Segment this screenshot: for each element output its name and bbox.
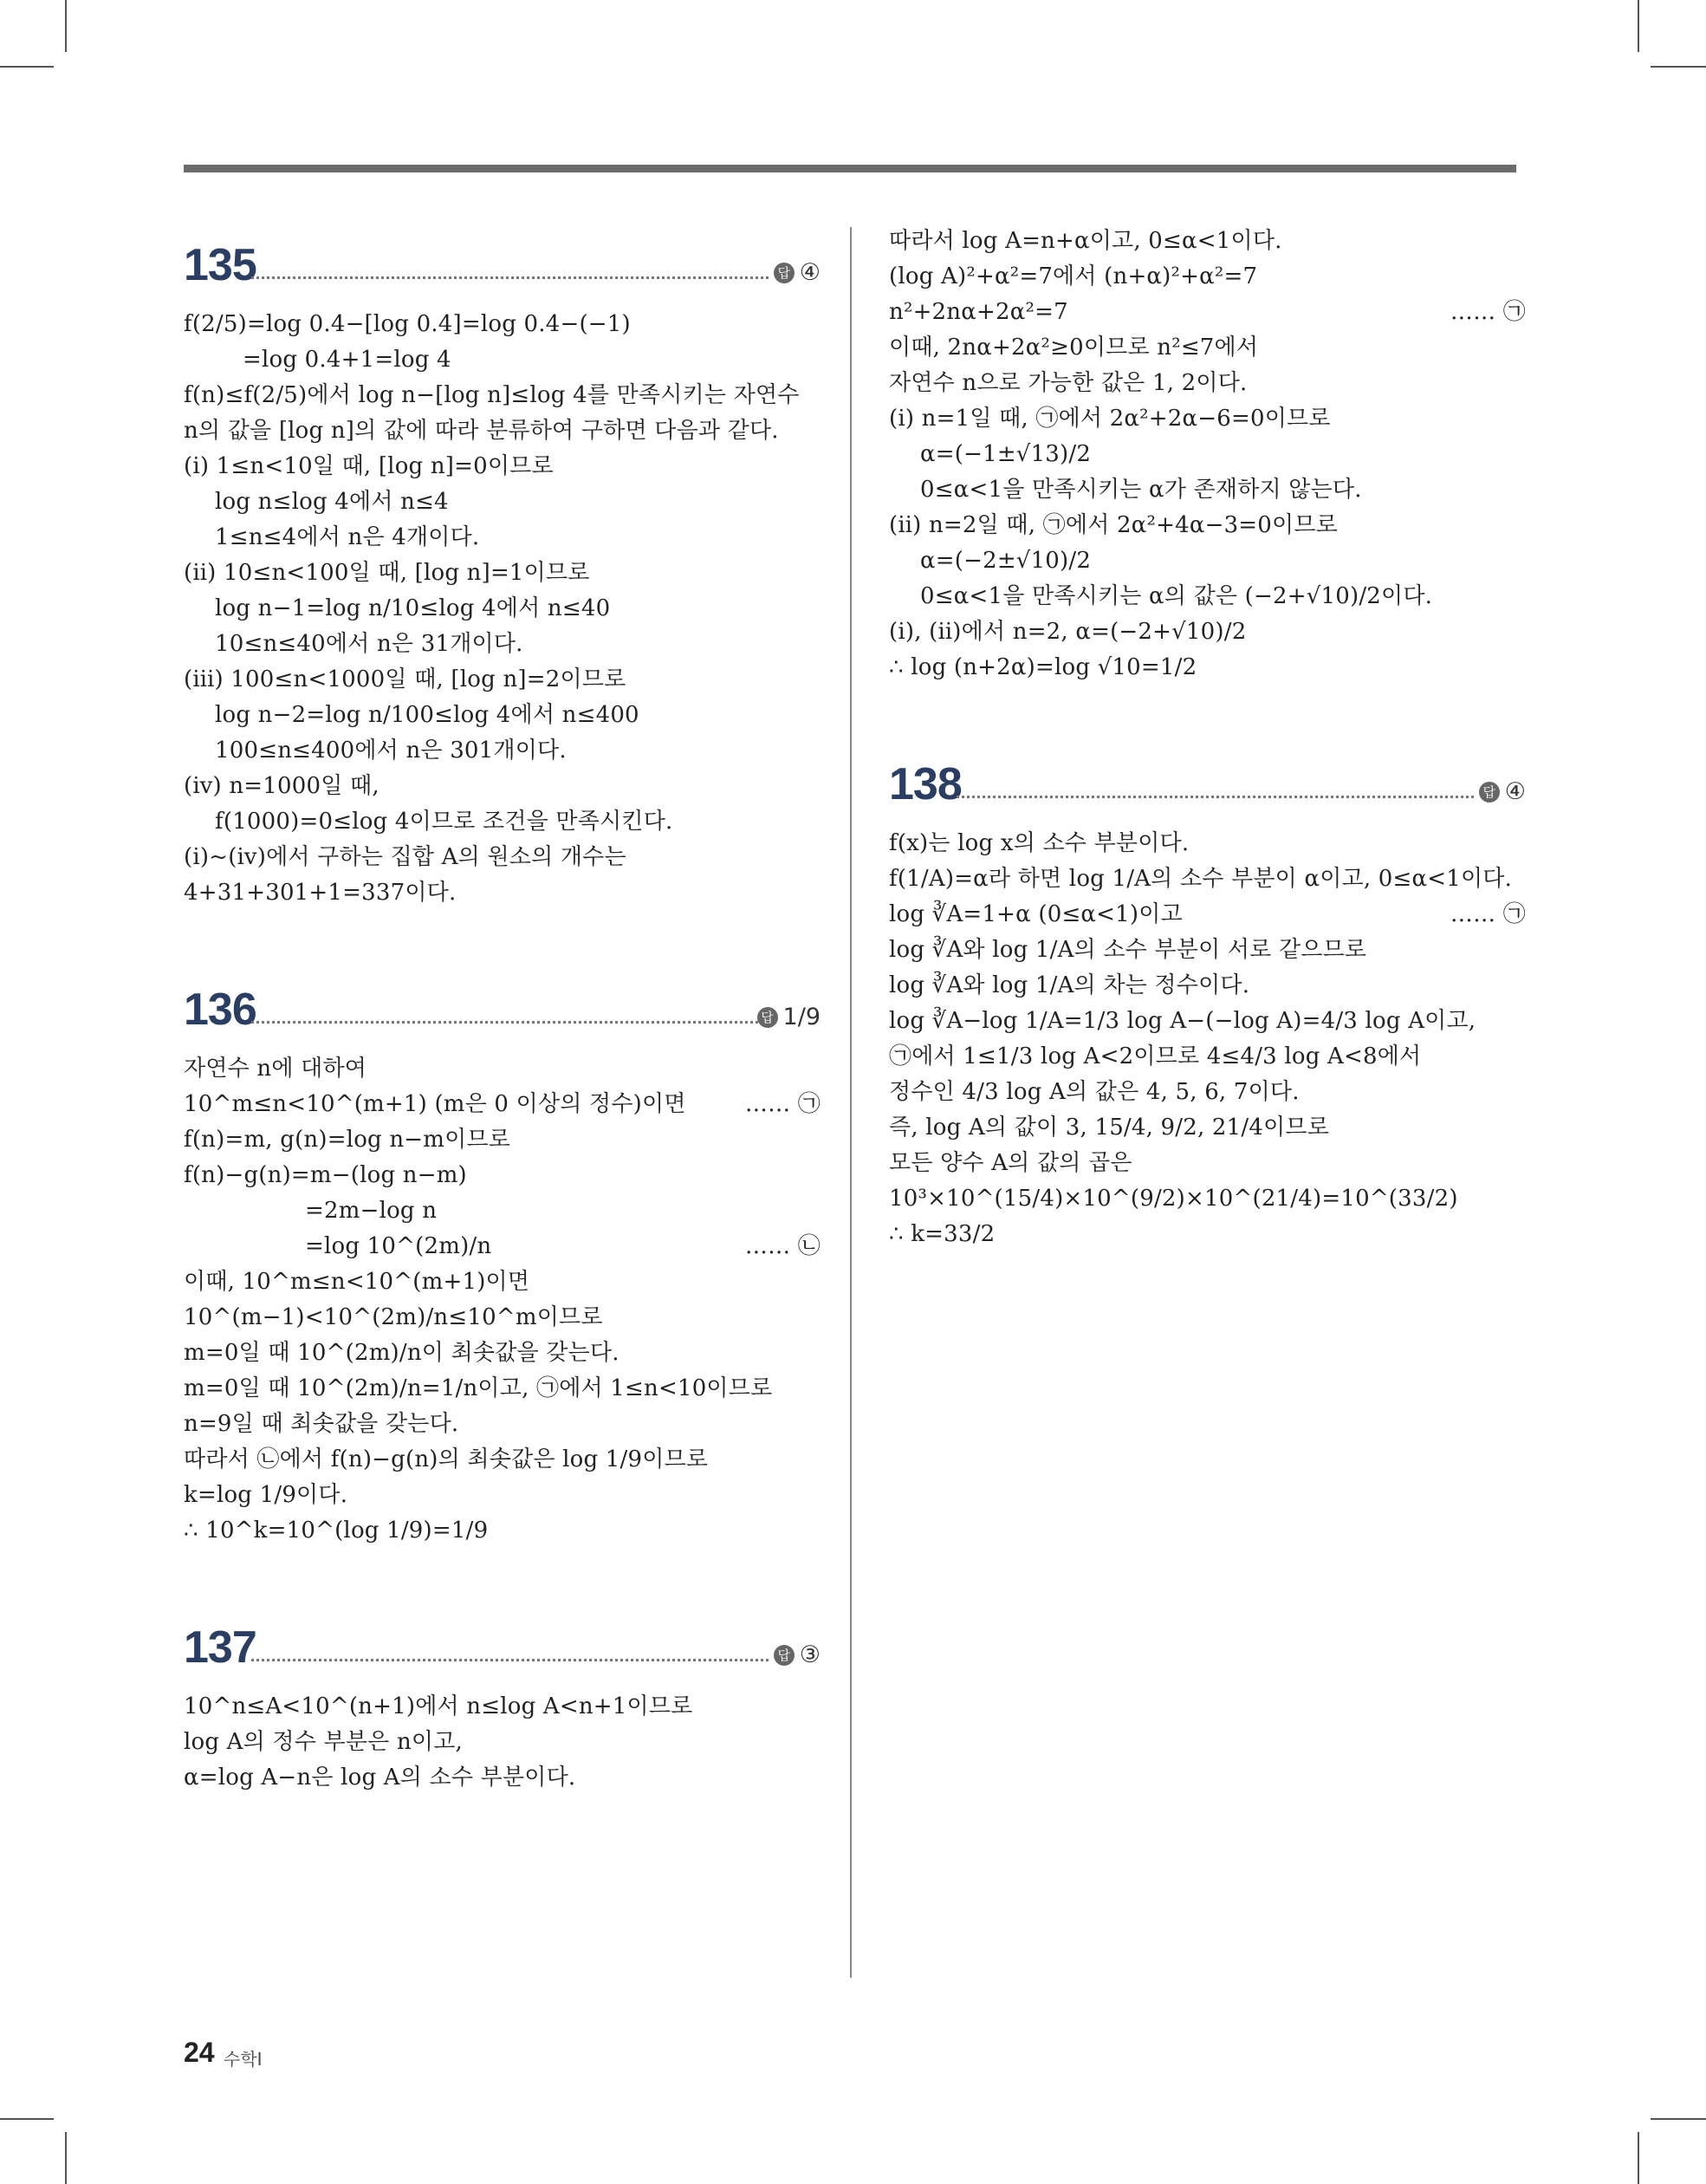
answer-badge: [774, 259, 821, 286]
solution-line: (ⅳ) n=1000일 때,: [184, 773, 379, 799]
crop-mark: [1651, 66, 1706, 68]
solution-line: log A의 정수 부분은 n이고,: [184, 1729, 463, 1755]
solution-text: log ∛A=1+α (0≤α<1)이고: [889, 901, 1183, 927]
solution-line: 0≤α<1을 만족시키는 α가 존재하지 않는다.: [920, 477, 1362, 503]
solution-line: f(n)≤f(2/5)에서 log n−[log n]≤log 4를 만족시키는 자연수: [184, 382, 800, 408]
crop-mark: [65, 2132, 67, 2184]
solution-line: [184, 1229, 821, 1264]
answer-icon: 답: [774, 1645, 795, 1666]
page-number: 24: [184, 2037, 215, 2068]
solution-line: n의 값을 [log n]의 값에 따라 분류하여 구하면 다음과 같다.: [184, 418, 779, 444]
problem-137: [184, 1609, 821, 1796]
crop-mark: [1638, 0, 1639, 52]
solution-line: (ⅰ) 1≤n<10일 때, [log n]=0이므로: [184, 453, 554, 479]
answer-icon: 답: [774, 263, 795, 283]
solution-line: n=9일 때 최솟값을 갖는다.: [184, 1411, 459, 1437]
solution-line: ∴ k=33/2: [889, 1221, 996, 1247]
right-column: [889, 227, 1526, 1252]
problem-header: [184, 227, 821, 288]
solution-line: log n−1=log n/10≤log 4에서 n≤40: [215, 595, 611, 621]
solution-line: α=(−1±√13)/2: [920, 441, 1092, 467]
solution-line: 1≤n≤4에서 n은 4개이다.: [215, 524, 480, 550]
problem-header: [889, 746, 1526, 807]
solution-line: 10^(m−1)<10^(2m)/n≤10^m이므로: [184, 1304, 603, 1330]
solution-line: [889, 295, 1526, 330]
equation-tag: …… ㉠: [1450, 901, 1526, 927]
solution-text: =log 10^(2m)/n: [305, 1233, 492, 1259]
crop-mark: [0, 2118, 54, 2120]
answer-badge: [774, 1641, 821, 1668]
problem-138: [889, 746, 1526, 1252]
solution-line: k=log 1/9이다.: [184, 1482, 348, 1508]
answer-icon: 답: [757, 1007, 778, 1028]
solution-line: 정수인 4/3 log A의 값은 4, 5, 6, 7이다.: [889, 1079, 1300, 1105]
solution-line: f(n)=m, g(n)=log n−m이므로: [184, 1127, 511, 1153]
problem-header: [184, 1609, 821, 1673]
solution-line: (log A)²+α²=7에서 (n+α)²+α²=7: [889, 263, 1258, 289]
solution-line: =2m−log n: [305, 1198, 438, 1224]
dotted-leader: [251, 1021, 769, 1024]
solution-line: f(1000)=0≤log 4이므로 조건을 만족시킨다.: [215, 809, 673, 835]
solution-line: log n−2=log n/100≤log 4에서 n≤400: [215, 702, 639, 728]
answer-icon: 답: [1479, 782, 1500, 803]
column-divider: [850, 227, 852, 1978]
problem-number: 137: [184, 1622, 256, 1673]
solution-line: 따라서 ㉡에서 f(n)−g(n)의 최솟값은 log 1/9이므로: [184, 1446, 709, 1472]
equation-tag: …… ㉡: [744, 1233, 821, 1259]
solution-line: 자연수 n으로 가능한 값은 1, 2이다.: [889, 370, 1248, 396]
problem-137-continued: [889, 224, 1526, 686]
left-column: [184, 227, 821, 1796]
solution-line: f(x)는 log x의 소수 부분이다.: [889, 830, 1190, 856]
solution-line: m=0일 때 10^(2m)/n이 최솟값을 갖는다.: [184, 1340, 619, 1366]
solution-line: (ⅱ) 10≤n<100일 때, [log n]=1이므로: [184, 560, 590, 586]
problem-number: 136: [184, 985, 256, 1035]
solution-line: (ⅲ) 100≤n<1000일 때, [log n]=2이므로: [184, 666, 626, 692]
crop-mark: [1638, 2132, 1639, 2184]
dotted-leader: [957, 796, 1474, 798]
equation-tag: …… ㉠: [1450, 299, 1526, 325]
header-rule: [184, 165, 1516, 172]
solution-line: 10^n≤A<10^(n+1)에서 n≤log A<n+1이므로: [184, 1693, 693, 1719]
solution-line: (ⅱ) n=2일 때, ㉠에서 2α²+4α−3=0이므로: [889, 512, 1338, 538]
problem-number: 138: [889, 759, 962, 809]
problem-136: [184, 972, 821, 1549]
solution-line: ∴ 10^k=10^(log 1/9)=1/9: [184, 1518, 489, 1544]
answer-badge: [1479, 778, 1526, 805]
solution-line: ∴ log (n+2α)=log √10=1/2: [889, 654, 1197, 680]
solution-line: 즉, log A의 값이 3, 15/4, 9/2, 21/4이므로: [889, 1115, 1330, 1141]
answer-value: ④: [799, 259, 821, 286]
dotted-leader: [251, 276, 769, 279]
answer-value: 1/9: [782, 1004, 821, 1030]
equation-tag: …… ㉠: [744, 1091, 821, 1117]
problem-header: [184, 972, 821, 1035]
solution-line: 자연수 n에 대하여: [184, 1056, 367, 1082]
solution-line: 10≤n≤40에서 n은 31개이다.: [215, 631, 523, 657]
solution-line: 따라서 log A=n+α이고, 0≤α<1이다.: [889, 228, 1282, 254]
solution-line: f(2/5)=log 0.4−[log 0.4]=log 0.4−(−1): [184, 311, 631, 337]
solution-line: 100≤n≤400에서 n은 301개이다.: [215, 738, 567, 764]
answer-value: ④: [1504, 778, 1526, 805]
solution-line: [889, 897, 1526, 933]
solution-line: α=log A−n은 log A의 소수 부분이다.: [184, 1765, 576, 1791]
solution-line: f(n)−g(n)=m−(log n−m): [184, 1162, 467, 1188]
solution-line: (ⅰ), (ⅱ)에서 n=2, α=(−2+√10)/2: [889, 619, 1247, 645]
crop-mark: [65, 0, 67, 52]
solution-line: α=(−2±√10)/2: [920, 548, 1092, 574]
solution-line: log n≤log 4에서 n≤4: [215, 489, 449, 515]
solution-line: log ∛A−log 1/A=1/3 log A−(−log A)=4/3 log A이고,: [889, 1008, 1476, 1034]
solution-text: 10^m≤n<10^(m+1) (m은 0 이상의 정수)이면: [184, 1091, 686, 1117]
problem-number: 135: [184, 240, 256, 290]
solution-line: 10³×10^(15/4)×10^(9/2)×10^(21/4)=10^(33/2): [889, 1186, 1458, 1212]
solution-line: 모든 양수 A의 값의 곱은: [889, 1150, 1132, 1176]
solution-line: f(1/A)=α라 하면 log 1/A의 소수 부분이 α이고, 0≤α<1이다.: [889, 866, 1513, 892]
solution-line: 이때, 10^m≤n<10^(m+1)이면: [184, 1269, 530, 1295]
solution-line: (ⅰ) n=1일 때, ㉠에서 2α²+2α−6=0이므로: [889, 406, 1331, 432]
solution-line: m=0일 때 10^(2m)/n=1/n이고, ㉠에서 1≤n<10이므로: [184, 1375, 773, 1401]
crop-mark: [0, 66, 54, 68]
dotted-leader: [251, 1659, 769, 1661]
crop-mark: [1651, 2118, 1706, 2120]
subject-label: 수학Ⅰ: [224, 2049, 263, 2070]
solution-text: n²+2nα+2α²=7: [889, 299, 1068, 325]
solution-line: 0≤α<1을 만족시키는 α의 값은 (−2+√10)/2이다.: [920, 583, 1433, 609]
answer-value: ③: [799, 1641, 821, 1668]
problem-135: [184, 227, 821, 911]
solution-line: log ∛A와 log 1/A의 소수 부분이 서로 같으므로: [889, 937, 1367, 963]
solution-line: ㉠에서 1≤1/3 log A<2이므로 4≤4/3 log A<8에서: [889, 1043, 1422, 1069]
solution-line: log ∛A와 log 1/A의 차는 정수이다.: [889, 972, 1250, 998]
answer-badge: [757, 1004, 821, 1030]
solution-line: (ⅰ)~(ⅳ)에서 구하는 집합 A의 원소의 개수는: [184, 844, 626, 870]
solution-line: [184, 1087, 821, 1122]
solution-line: =log 0.4+1=log 4: [243, 347, 451, 373]
solution-line: 이때, 2nα+2α²≥0이므로 n²≤7에서: [889, 335, 1259, 361]
solution-line: 4+31+301+1=337이다.: [184, 880, 457, 906]
